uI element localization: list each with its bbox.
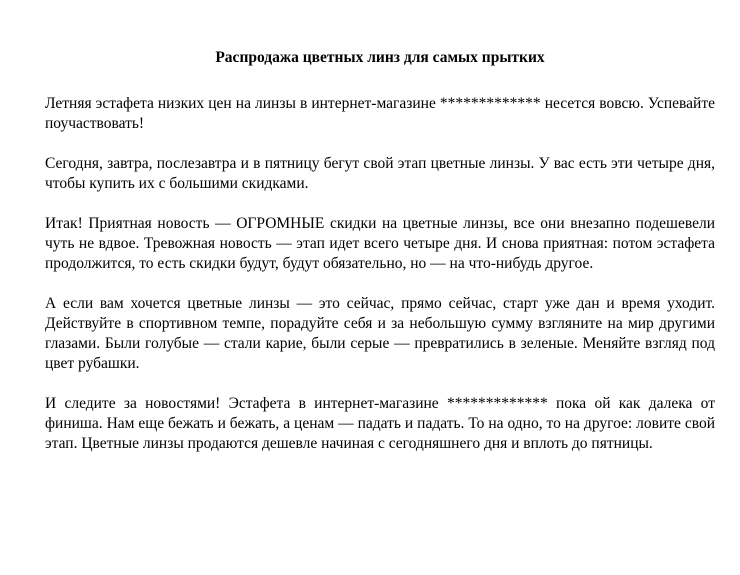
- paragraph-2: Сегодня, завтра, послезавтра и в пятницу бегут свой этап цветные линзы. У вас есть эти четыре дня, чтобы купить их с большими скидками.: [45, 155, 715, 192]
- paragraph-3: Итак! Приятная новость — ОГРОМНЫЕ скидки на цветные линзы, все они внезапно подешевели чуть не вдвое. Тревожная новость — этап идет всего четыре дня. И снова приятная: потом эстафета продолжится, то есть скидки будут, будут обязательно, но — на что-нибудь другое.: [45, 215, 715, 272]
- paragraph-1: Летняя эстафета низких цен на линзы в интернет-магазине ************* несется вовсю. Успевайте поучаствовать!: [45, 95, 715, 132]
- paragraph-4: А если вам хочется цветные линзы — это сейчас, прямо сейчас, старт уже дан и время уходит. Действуйте в спортивном темпе, порадуйте себя и за небольшую сумму взгляните на мир другими глазами. Были голубые — стали карие, были серые — превратились в зеленые. Меняйте взгляд под цвет рубашки.: [45, 295, 715, 372]
- document-page: [45, 48, 715, 474]
- document-title: Распродажа цветных линз для самых прытких: [215, 49, 545, 66]
- paragraph-5: И следите за новостями! Эстафета в интернет-магазине ************* пока ой как далека от финиша. Нам еще бежать и бежать, а ценам — падать и падать. То на одно, то на другое: ловите свой этап. Цветные линзы продаются дешевле начиная с сегодняшнего дня и вплоть до пятницы.: [45, 395, 715, 452]
